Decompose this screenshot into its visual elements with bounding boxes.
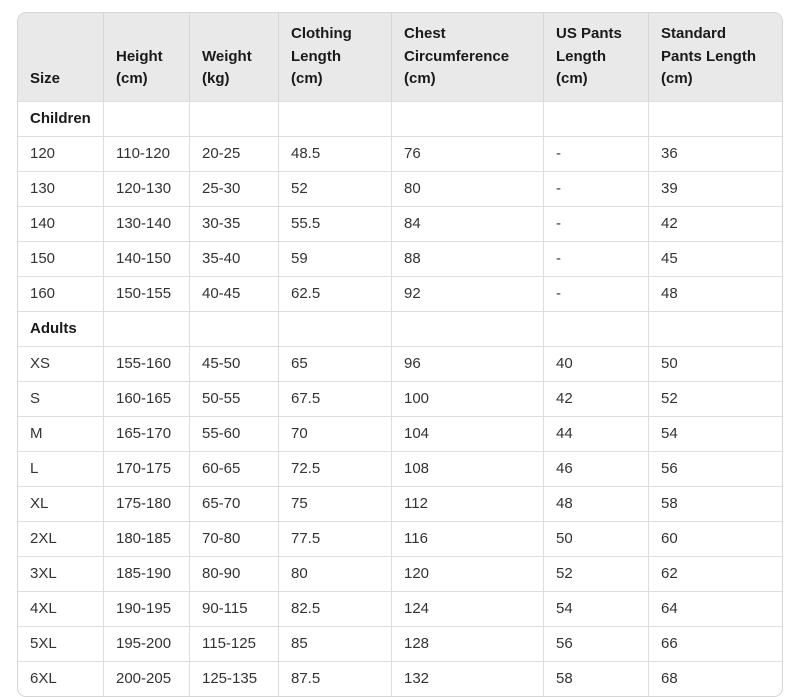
cell-clothing-length: 72.5 <box>278 451 391 486</box>
cell-standard-pants-length: 54 <box>648 416 782 451</box>
cell-size: L <box>18 451 103 486</box>
cell-size: XS <box>18 346 103 381</box>
table-row <box>18 346 782 381</box>
table-row <box>18 486 782 521</box>
cell-size: 3XL <box>18 556 103 591</box>
cell-weight: 125-135 <box>189 661 278 696</box>
section-empty-cell <box>189 101 278 136</box>
table-row <box>18 276 782 311</box>
cell-us-pants-length: - <box>543 241 648 276</box>
cell-chest-circumference: 108 <box>391 451 543 486</box>
cell-chest-circumference: 132 <box>391 661 543 696</box>
cell-clothing-length: 87.5 <box>278 661 391 696</box>
table-row <box>18 136 782 171</box>
header-row <box>18 13 782 101</box>
cell-chest-circumference: 80 <box>391 171 543 206</box>
col-header-label: US Pants Length <box>556 25 622 65</box>
cell-height: 140-150 <box>103 241 189 276</box>
cell-clothing-length: 48.5 <box>278 136 391 171</box>
cell-height: 185-190 <box>103 556 189 591</box>
size-chart-grid <box>18 13 782 696</box>
cell-height: 200-205 <box>103 661 189 696</box>
cell-clothing-length: 52 <box>278 171 391 206</box>
table-row <box>18 416 782 451</box>
cell-chest-circumference: 116 <box>391 521 543 556</box>
cell-standard-pants-length: 36 <box>648 136 782 171</box>
cell-height: 165-170 <box>103 416 189 451</box>
cell-weight: 45-50 <box>189 346 278 381</box>
col-header-chest-circumference <box>391 13 543 101</box>
section-empty-cell <box>189 311 278 346</box>
section-empty-cell <box>391 311 543 346</box>
col-header-label: Standard Pants Length <box>661 25 757 65</box>
cell-weight: 65-70 <box>189 486 278 521</box>
cell-size: S <box>18 381 103 416</box>
cell-height: 170-175 <box>103 451 189 486</box>
section-empty-cell <box>103 311 189 346</box>
cell-weight: 80-90 <box>189 556 278 591</box>
col-header-standard-pants-length <box>648 13 782 101</box>
table-row <box>18 206 782 241</box>
cell-us-pants-length: 46 <box>543 451 648 486</box>
cell-height: 180-185 <box>103 521 189 556</box>
cell-standard-pants-length: 62 <box>648 556 782 591</box>
table-row <box>18 521 782 556</box>
section-empty-cell <box>278 101 391 136</box>
col-header-unit: (cm) <box>661 70 693 87</box>
cell-clothing-length: 77.5 <box>278 521 391 556</box>
cell-us-pants-length: 42 <box>543 381 648 416</box>
col-header-unit: (cm) <box>404 70 436 87</box>
cell-standard-pants-length: 45 <box>648 241 782 276</box>
cell-standard-pants-length: 48 <box>648 276 782 311</box>
cell-standard-pants-length: 66 <box>648 626 782 661</box>
cell-standard-pants-length: 39 <box>648 171 782 206</box>
cell-us-pants-length: 40 <box>543 346 648 381</box>
cell-clothing-length: 55.5 <box>278 206 391 241</box>
cell-standard-pants-length: 50 <box>648 346 782 381</box>
section-empty-cell <box>648 101 782 136</box>
cell-us-pants-length: - <box>543 276 648 311</box>
cell-clothing-length: 65 <box>278 346 391 381</box>
cell-size: 2XL <box>18 521 103 556</box>
table-row <box>18 451 782 486</box>
cell-weight: 30-35 <box>189 206 278 241</box>
cell-weight: 90-115 <box>189 591 278 626</box>
cell-standard-pants-length: 42 <box>648 206 782 241</box>
col-header-label: Height <box>116 47 163 65</box>
cell-weight: 20-25 <box>189 136 278 171</box>
cell-chest-circumference: 128 <box>391 626 543 661</box>
col-header-label: Weight <box>202 47 252 65</box>
cell-size: 120 <box>18 136 103 171</box>
cell-weight: 55-60 <box>189 416 278 451</box>
cell-chest-circumference: 76 <box>391 136 543 171</box>
cell-size: 4XL <box>18 591 103 626</box>
cell-chest-circumference: 92 <box>391 276 543 311</box>
cell-standard-pants-length: 58 <box>648 486 782 521</box>
cell-height: 175-180 <box>103 486 189 521</box>
col-header-unit: (cm) <box>116 70 148 87</box>
section-empty-cell <box>391 101 543 136</box>
cell-standard-pants-length: 52 <box>648 381 782 416</box>
section-empty-cell <box>543 311 648 346</box>
section-empty-cell <box>278 311 391 346</box>
col-header-height <box>103 13 189 101</box>
cell-us-pants-length: 50 <box>543 521 648 556</box>
section-empty-cell <box>103 101 189 136</box>
cell-us-pants-length: 44 <box>543 416 648 451</box>
cell-us-pants-length: - <box>543 206 648 241</box>
cell-height: 120-130 <box>103 171 189 206</box>
section-empty-cell <box>648 311 782 346</box>
cell-weight: 70-80 <box>189 521 278 556</box>
section-header-row <box>18 311 782 346</box>
cell-clothing-length: 82.5 <box>278 591 391 626</box>
col-header-us-pants-length <box>543 13 648 101</box>
table-row <box>18 626 782 661</box>
cell-us-pants-length: 58 <box>543 661 648 696</box>
cell-height: 190-195 <box>103 591 189 626</box>
col-header-unit: (cm) <box>291 70 323 87</box>
cell-us-pants-length: 52 <box>543 556 648 591</box>
cell-standard-pants-length: 60 <box>648 521 782 556</box>
cell-weight: 115-125 <box>189 626 278 661</box>
cell-chest-circumference: 120 <box>391 556 543 591</box>
section-label: Adults <box>18 311 103 346</box>
cell-size: 130 <box>18 171 103 206</box>
cell-weight: 60-65 <box>189 451 278 486</box>
cell-height: 130-140 <box>103 206 189 241</box>
cell-chest-circumference: 104 <box>391 416 543 451</box>
cell-size: XL <box>18 486 103 521</box>
cell-size: 140 <box>18 206 103 241</box>
col-header-size <box>18 13 103 101</box>
cell-clothing-length: 67.5 <box>278 381 391 416</box>
cell-clothing-length: 80 <box>278 556 391 591</box>
cell-height: 160-165 <box>103 381 189 416</box>
cell-size: 6XL <box>18 661 103 696</box>
cell-size: 150 <box>18 241 103 276</box>
cell-clothing-length: 62.5 <box>278 276 391 311</box>
cell-clothing-length: 70 <box>278 416 391 451</box>
cell-standard-pants-length: 56 <box>648 451 782 486</box>
cell-weight: 35-40 <box>189 241 278 276</box>
cell-clothing-length: 85 <box>278 626 391 661</box>
cell-standard-pants-length: 64 <box>648 591 782 626</box>
cell-chest-circumference: 96 <box>391 346 543 381</box>
col-header-unit: (cm) <box>556 70 588 87</box>
col-header-unit: (kg) <box>202 70 230 87</box>
cell-clothing-length: 75 <box>278 486 391 521</box>
table-row <box>18 661 782 696</box>
table-row <box>18 556 782 591</box>
cell-chest-circumference: 100 <box>391 381 543 416</box>
col-header-clothing-length <box>278 13 391 101</box>
cell-height: 195-200 <box>103 626 189 661</box>
cell-height: 110-120 <box>103 136 189 171</box>
cell-us-pants-length: - <box>543 136 648 171</box>
col-header-weight <box>189 13 278 101</box>
cell-us-pants-length: 48 <box>543 486 648 521</box>
table-row <box>18 591 782 626</box>
cell-weight: 50-55 <box>189 381 278 416</box>
cell-size: M <box>18 416 103 451</box>
cell-standard-pants-length: 68 <box>648 661 782 696</box>
cell-size: 160 <box>18 276 103 311</box>
section-empty-cell <box>543 101 648 136</box>
col-header-label: Clothing Length <box>291 25 352 65</box>
table-row <box>18 171 782 206</box>
cell-chest-circumference: 84 <box>391 206 543 241</box>
section-label: Children <box>18 101 103 136</box>
cell-weight: 40-45 <box>189 276 278 311</box>
cell-height: 150-155 <box>103 276 189 311</box>
section-header-row <box>18 101 782 136</box>
cell-chest-circumference: 88 <box>391 241 543 276</box>
cell-us-pants-length: 56 <box>543 626 648 661</box>
cell-chest-circumference: 124 <box>391 591 543 626</box>
cell-us-pants-length: - <box>543 171 648 206</box>
cell-weight: 25-30 <box>189 171 278 206</box>
col-header-label: Size <box>30 70 61 87</box>
table-row <box>18 241 782 276</box>
col-header-label: Chest Circumference <box>404 25 510 65</box>
cell-chest-circumference: 112 <box>391 486 543 521</box>
size-chart-table <box>17 12 783 697</box>
cell-clothing-length: 59 <box>278 241 391 276</box>
cell-height: 155-160 <box>103 346 189 381</box>
table-row <box>18 381 782 416</box>
cell-us-pants-length: 54 <box>543 591 648 626</box>
cell-size: 5XL <box>18 626 103 661</box>
